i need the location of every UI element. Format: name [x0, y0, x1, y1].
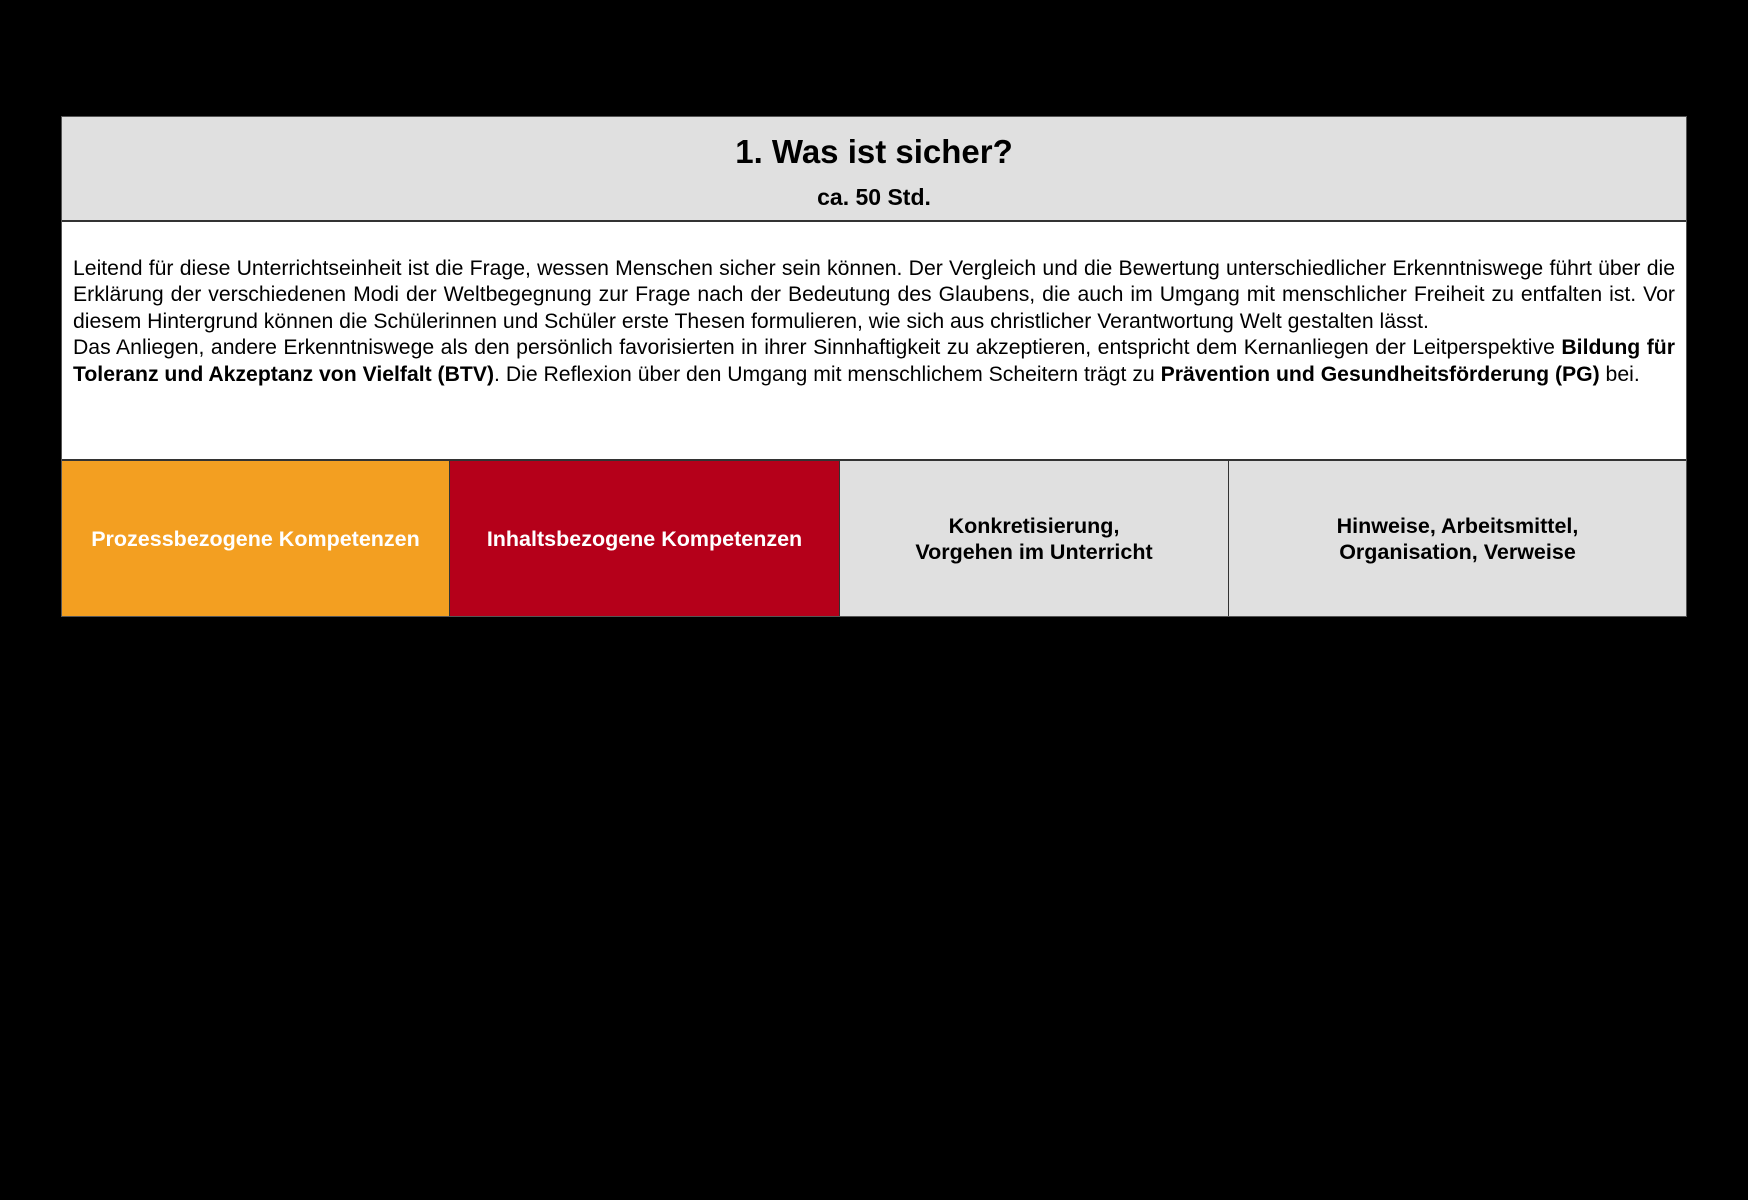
intro-text: . Die Reflexion über den Umgang mit menschlichem Scheitern trägt zu [494, 362, 1161, 386]
column-header-notes [1229, 461, 1686, 616]
unit-hours: ca. 50 Std. [817, 184, 931, 210]
column-header-label: Konkretisierung, [948, 513, 1120, 538]
unit-table [61, 116, 1687, 617]
column-header-row [62, 461, 1686, 616]
leitperspektive-pg: Prävention und Gesundheitsförderung (PG) [1160, 362, 1600, 386]
unit-title: 1. Was ist sicher? [735, 133, 1013, 170]
column-header-label: Organisation, Verweise [1339, 539, 1576, 564]
column-header-label: Hinweise, Arbeitsmittel, [1336, 513, 1579, 538]
intro-text: Das Anliegen, andere Erkenntniswege als den persönlich favorisierten in ihrer Sinnhaftigkeit zu akzeptieren, entspricht dem Kernanliegen der Leitperspektive [73, 336, 1562, 360]
column-header-label: Inhaltsbezogene Kompetenzen [486, 526, 803, 551]
column-header-label: Vorgehen im Unterricht [915, 539, 1153, 564]
intro-paragraph-2 [73, 335, 1675, 388]
column-header-content-competencies [450, 461, 840, 616]
column-header-process-competencies [62, 461, 450, 616]
column-header-concretization [840, 461, 1229, 616]
intro-text: bei. [1599, 362, 1640, 386]
column-header-label: Prozessbezogene Kompetenzen [91, 526, 420, 551]
intro-paragraph-1: Leitend für diese Unterrichtseinheit ist die Frage, wessen Menschen sicher sein können. Der Vergleich und die Bewertung unterschiedlicher Erkenntniswege führt über die Erklärung der verschiedenen Modi der Weltbegegnung zur Frage nach der Bedeutung des Glaubens, die auch im Umgang mit menschlicher Freiheit zu entfalten ist. Vor diesem Hintergrund können die Schülerinnen und Schüler erste Thesen formulieren, wie sich aus christlicher Verantwortung Welt gestalten lässt. [73, 257, 1675, 333]
leitperspektive-btv: Bildung für Toleranz und Akzeptanz von Vielfalt (BTV) [73, 336, 1675, 386]
unit-intro [62, 222, 1686, 461]
unit-header [62, 117, 1686, 222]
